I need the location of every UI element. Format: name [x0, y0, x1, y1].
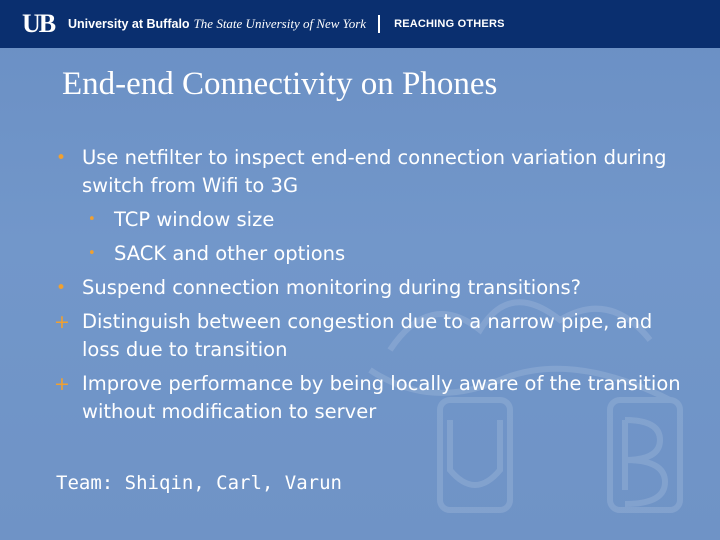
system-name: The State University of New York	[193, 16, 367, 31]
bullet-list	[52, 144, 692, 426]
bullet-item	[52, 274, 692, 302]
bullet-item	[52, 308, 692, 364]
bullet-text: Suspend connection monitoring during transitions?	[82, 276, 582, 299]
bullet-item	[52, 206, 692, 234]
bullet-item	[52, 144, 692, 200]
bullet-marker: •	[88, 212, 96, 227]
bullet-text: Improve performance by being locally aware of the transition without modification to server	[82, 372, 681, 423]
bullet-marker: •	[88, 246, 96, 261]
bullet-item	[52, 240, 692, 268]
bullet-item	[52, 370, 692, 426]
tagline: REACHING OTHERS	[394, 18, 505, 30]
bullet-marker: •	[56, 148, 67, 168]
bullet-text: Distinguish between congestion due to a narrow pipe, and loss due to transition	[82, 310, 653, 361]
bullet-text: TCP window size	[114, 208, 275, 231]
header-divider	[378, 15, 380, 33]
plus-marker: +	[54, 311, 70, 333]
slide-title: End-end Connectivity on Phones	[62, 66, 498, 102]
bullet-text: Use netfilter to inspect end-end connection variation during switch from Wifi to 3G	[82, 146, 667, 197]
team-credits: Team: Shiqin, Carl, Varun	[56, 472, 342, 494]
university-name: University at Buffalo	[68, 17, 190, 31]
bullet-text: SACK and other options	[114, 242, 346, 265]
plus-marker: +	[54, 373, 70, 395]
ub-logo: UB	[22, 9, 55, 38]
bullet-marker: •	[56, 278, 67, 298]
header-band	[0, 0, 720, 48]
